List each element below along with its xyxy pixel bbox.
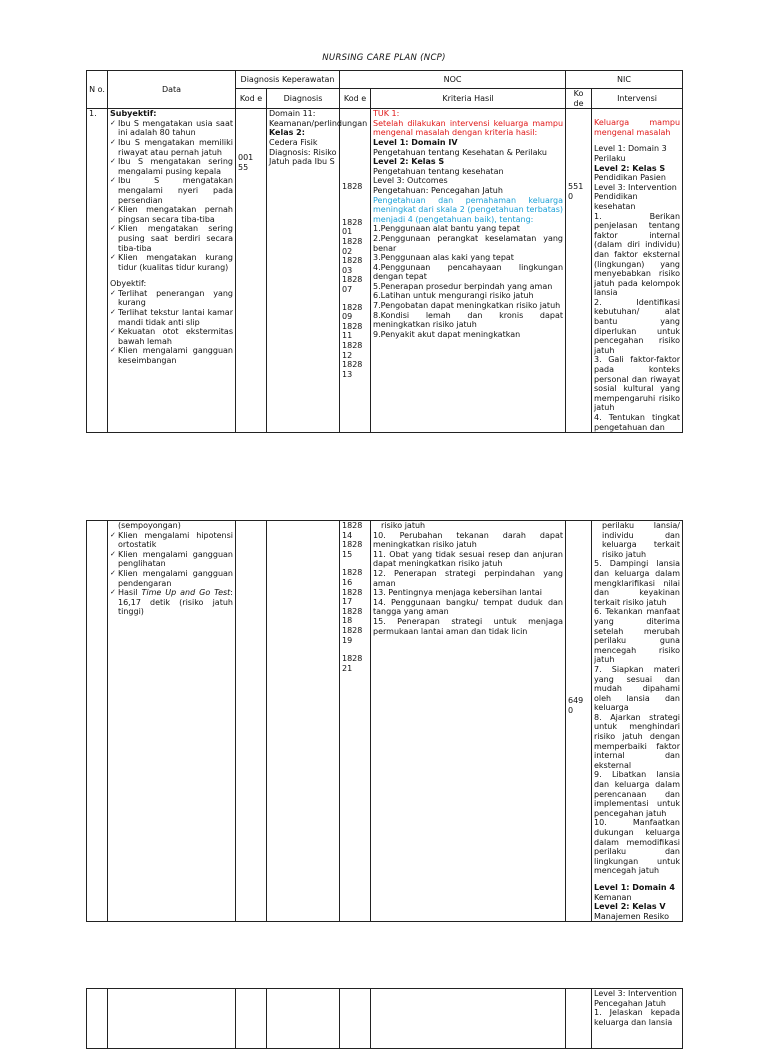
intervensi-cell — [592, 109, 683, 433]
cell-empty — [340, 989, 371, 1049]
list-item: ✓ Ibu S mengatakan sering mengalami pusing kepala — [110, 157, 233, 176]
subjektif-label: Subyektif: — [110, 109, 157, 119]
diagnosis-kode — [236, 109, 267, 433]
nic-level1: Level 1: Domain 3 — [594, 144, 667, 154]
kriteria-cell — [371, 521, 566, 922]
noc-level3-text: Pengetahuan: Pencegahan Jatuh — [373, 185, 503, 195]
diag-text: Cedera Fisik Diagnosis: Risiko Jatuh pada Ibu S — [269, 137, 337, 167]
ncp-table-page-1 — [86, 70, 683, 433]
document-title: NURSING CARE PLAN (NCP) — [322, 53, 446, 63]
noc-code: 1828 13 — [342, 360, 363, 379]
diag-domain: Domain 11: Keamanan/perlindungan — [269, 109, 368, 128]
kriteria-item: 11. Obat yang tidak sesuai resep dan anjuran dapat meningkatkan risiko jatuh — [373, 549, 563, 569]
noc-code: 1828 18 — [342, 606, 363, 626]
noc-code: 1828 14 — [342, 521, 363, 540]
nic-level3: Level 3: Intervention — [594, 182, 677, 192]
ncp-table-page-3 — [86, 988, 683, 1049]
intervensi-item: 2. Identifikasi kebutuhan/ alat bantu yang diperlukan untuk pencegahan risiko jatuh — [594, 297, 681, 355]
noc-code: 1828 21 — [342, 654, 363, 673]
noc-level3: Level 3: Outcomes — [373, 176, 448, 186]
cell-empty — [267, 989, 340, 1049]
tuk-text: Setelah dilakukan intervensi keluarga mampu mengenal masalah dengan kriteria hasil: — [373, 118, 564, 138]
list-item: ✓ Klien mengalami hipotensi ortostatik — [110, 531, 233, 550]
kriteria-item: 6.Latihan untuk mengurangi risiko jatuh — [373, 291, 534, 301]
intervensi-item: 6. Tekankan manfaat yang diterima setelah merubah perilaku guna mencegah risiko jatuh — [594, 607, 680, 665]
header-nic-kode: Ko de — [566, 89, 592, 109]
intervensi-item: 9. Libatkan lansia dan keluarga dalam perencanaan dan implementasi untuk pencegahan jatuh — [594, 770, 680, 818]
tug-suffix: : 16,17 detik (risiko jatuh tinggi) — [118, 588, 233, 617]
list-item: ✓ Klien mengatakan pernah pingsan secara tiba-tiba — [110, 205, 233, 224]
header-nic: NIC — [566, 71, 683, 89]
nic-kode-value: 551 0 — [568, 182, 584, 201]
kriteria-item: 7.Pengobatan dapat meningkatkan risiko jatuh — [373, 301, 561, 311]
intervensi-item: 5. Dampingi lansia dan keluarga dalam mengklarifikasi nilai dan keyakinan terkait risiko jatuh — [594, 559, 680, 607]
intervensi-item: 7. Siapkan materi yang sesuai dan mudah dipahami oleh lansia dan keluarga — [594, 664, 680, 713]
kriteria-item: 13. Pentingnya menjaga kebersihan lantai — [373, 588, 542, 598]
kriteria-item: 1.Penggunaan alat bantu yang tepat — [373, 224, 520, 234]
noc-code: 1828 — [342, 182, 363, 192]
row-number-empty — [87, 521, 108, 922]
data-list — [110, 521, 233, 617]
intervensi-item: 1. Berikan penjelasan tentang faktor internal (dalam diri individu) dan faktor eksternal (lingkungan) yang menyebabkan risiko jatuh pada kelompok lansia — [594, 211, 681, 298]
list-item: ✓ Klien mengatakan sering pusing saat berdiri secara tiba-tiba — [110, 224, 233, 253]
list-item: ✓ Klien mengatakan kurang tidur (kualitas tidur kurang) — [110, 253, 233, 272]
cell-empty — [371, 989, 566, 1049]
list-item: ✓ Kekuatan otot ekstermitas bawah lemah — [110, 327, 233, 346]
nic-level2: Level 2: Kelas V — [594, 902, 666, 912]
intervensi-cell — [592, 989, 683, 1049]
noc-codes — [340, 109, 371, 433]
data-cell — [108, 109, 236, 433]
noc-code: 1828 03 — [342, 256, 363, 275]
nic-level2: Level 2: Kelas S — [594, 163, 666, 173]
nic-level3-text: Pendidikan kesehatan — [594, 192, 638, 211]
nic-level2-text: Manajemen Resiko — [594, 911, 670, 921]
cell-empty — [566, 989, 592, 1049]
intervensi-item: 3. Gali faktor-faktor pada konteks personal dan riwayat sosial kultural yang mempengaruhi risiko jatuh — [594, 355, 681, 413]
nic-level1-text: Kemanan — [594, 892, 632, 902]
intervensi-cell — [592, 521, 683, 922]
data-cell — [108, 521, 236, 922]
nic-kode-value: 649 0 — [568, 696, 584, 715]
header-diagnosis: Diagnosis — [267, 89, 340, 109]
intervensi-item: 8. Ajarkan strategi untuk menghindari risiko jatuh dengan memperbaiki faktor internal dan eksternal — [594, 712, 680, 770]
kriteria-cell — [371, 109, 566, 433]
list-item: ✓ Ibu S mengatakan usia saat ini adalah 80 tahun — [110, 119, 233, 138]
intervensi-item: 10. Manfaatkan dukungan keluarga dalam memodifikasi perilaku dan lingkungan untuk mencegah jatuh — [594, 818, 680, 876]
list-item: ✓ Ibu S mengatakan mengalami nyeri pada persendian — [110, 176, 233, 205]
noc-level2-text: Pengetahuan tentang kesehatan — [373, 166, 504, 176]
header-noc-kode: Kod e — [340, 89, 371, 109]
noc-level1: Level 1: Domain IV — [373, 137, 458, 147]
nic-level1-text: Perilaku — [594, 153, 626, 163]
noc-code: 1828 16 — [342, 568, 363, 587]
noc-code: 1828 07 — [342, 275, 363, 294]
list-item: (sempoyongan) — [118, 521, 181, 530]
nic-level1: Level 1: Domain 4 — [594, 882, 675, 892]
cell-empty — [87, 989, 108, 1049]
tuk-label: TUK 1: — [373, 109, 400, 119]
kriteria-item: 15. Penerapan strategi untuk menjaga permukaan lantai aman dan tidak licin — [373, 616, 563, 636]
diagnosis-kode-empty — [236, 521, 267, 922]
list-item: ✓ Klien mengalami gangguan penglihatan — [110, 550, 233, 569]
objektif-list — [110, 289, 233, 366]
header-diagnosis-group: Diagnosis Keperawatan — [236, 71, 340, 89]
kriteria-item: 14. Penggunaan bangku/ tempat duduk dan tangga yang aman — [373, 597, 563, 617]
noc-code: 1828 01 — [342, 217, 363, 237]
header-diag-kode: Kod e — [236, 89, 267, 109]
list-item: ✓ Terlihat tekstur lantai kamar mandi tidak anti slip — [110, 308, 233, 327]
list-item: ✓ Terlihat penerangan yang kurang — [110, 289, 233, 308]
kriteria-cont: risiko jatuh — [381, 521, 426, 530]
header-intervensi: Intervensi — [592, 89, 683, 109]
noc-code: 1828 12 — [342, 340, 363, 360]
list-item: ✓ Ibu S mengatakan memiliki riwayat atau pernah jatuh — [110, 138, 233, 157]
kriteria-item: 10. Perubahan tekanan darah dapat meningkatkan risiko jatuh — [373, 530, 563, 550]
nic-level3-text: Pencegahan Jatuh — [594, 998, 666, 1008]
noc-cyan-text: Pengetahuan dan pemahaman keluarga meningkat dari skala 2 (pengetahuan terbatas) menjadi 4 (pengetahuan baik), tentang: — [373, 195, 564, 224]
cell-empty — [108, 989, 236, 1049]
kriteria-item: 5.Penerapan prosedur berpindah yang aman — [373, 281, 553, 291]
row-number: 1. — [87, 109, 108, 433]
intervensi-cont: perilaku lansia/ individu dan keluarga terkait risiko jatuh — [602, 521, 680, 559]
tug-prefix: Hasil — [118, 588, 138, 598]
diagnosis-empty — [267, 521, 340, 922]
header-no: N o. — [87, 71, 108, 109]
noc-level2: Level 2: Kelas S — [373, 157, 445, 167]
noc-code: 1828 17 — [342, 587, 363, 607]
noc-code: 1828 02 — [342, 236, 363, 256]
noc-code: 1828 09 — [342, 302, 363, 322]
header-noc: NOC — [340, 71, 566, 89]
diag-kode-value: 001 55 — [238, 153, 254, 172]
noc-code: 1828 15 — [342, 540, 363, 559]
nic-kode — [566, 521, 592, 922]
kriteria-item: 3.Penggunaan alas kaki yang tepat — [373, 253, 514, 263]
noc-level1-text: Pengetahuan tentang Kesehatan & Perilaku — [373, 147, 547, 157]
nic-level2-text: Pendidikan Pasien — [594, 173, 666, 183]
kriteria-item: 4.Penggunaan pencahayaan lingkungan dengan tepat — [373, 262, 564, 282]
nic-kode — [566, 109, 592, 433]
header-kriteria: Kriteria Hasil — [371, 89, 566, 109]
subjektif-list — [110, 119, 233, 273]
kriteria-item: 2.Penggunaan perangkat keselamatan yang benar — [373, 233, 564, 253]
tug-italic: Time Up and Go Test — [141, 588, 231, 598]
list-item — [110, 588, 233, 617]
intervensi-item: 4. Tentukan tingkat pengetahuan dan — [594, 413, 681, 432]
header-data: Data — [108, 71, 236, 109]
nic-level3: Level 3: Intervention — [594, 989, 677, 998]
list-item: ✓ Klien mengalami gangguan keseimbangan — [110, 346, 233, 365]
kriteria-item: 12. Penerapan strategi perpindahan yang aman — [373, 568, 563, 588]
intervensi-item: 1. Jelaskan kepada keluarga dan lansia — [594, 1008, 680, 1027]
objektif-label: Obyektif: — [110, 279, 147, 289]
noc-code: 1828 19 — [342, 625, 363, 645]
kriteria-item: 9.Penyakit akut dapat meningkatkan — [373, 329, 521, 339]
nic-red-text: Keluarga mampu mengenal masalah — [594, 118, 681, 137]
kriteria-item: 8.Kondisi lemah dan kronis dapat meningkatkan risiko jatuh — [373, 310, 564, 330]
list-item: ✓ Klien mengalami gangguan pendengaran — [110, 569, 233, 588]
ncp-table-page-2 — [86, 520, 683, 922]
cell-empty — [236, 989, 267, 1049]
noc-codes — [340, 521, 371, 922]
noc-code: 1828 11 — [342, 321, 363, 341]
diag-kelas: Kelas 2: — [269, 128, 305, 138]
